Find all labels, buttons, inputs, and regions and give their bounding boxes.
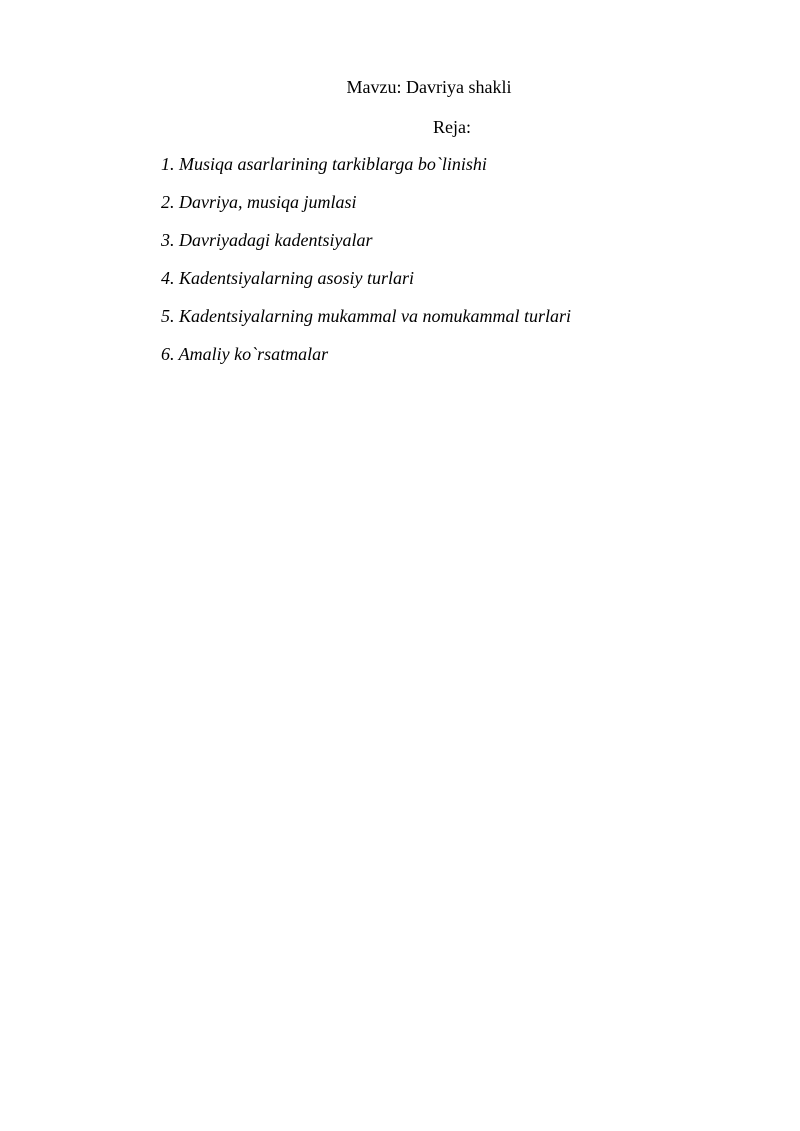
- plan-item: 3. Davriyadagi kadentsiyalar: [161, 230, 373, 250]
- plan-item: 6. Amaliy ko`rsatmalar: [161, 344, 329, 364]
- plan-item: 5. Kadentsiyalarning mukammal va nomukammal turlari: [161, 306, 571, 326]
- plan-heading: Reja:: [433, 117, 471, 137]
- page-title: Mavzu: Davriya shakli: [346, 77, 512, 97]
- plan-item: 2. Davriya, musiqa jumlasi: [161, 192, 357, 212]
- plan-list: [161, 153, 571, 381]
- plan-item: 1. Musiqa asarlarining tarkiblarga bo`linishi: [161, 154, 487, 174]
- plan-item: 4. Kadentsiyalarning asosiy turlari: [161, 268, 415, 288]
